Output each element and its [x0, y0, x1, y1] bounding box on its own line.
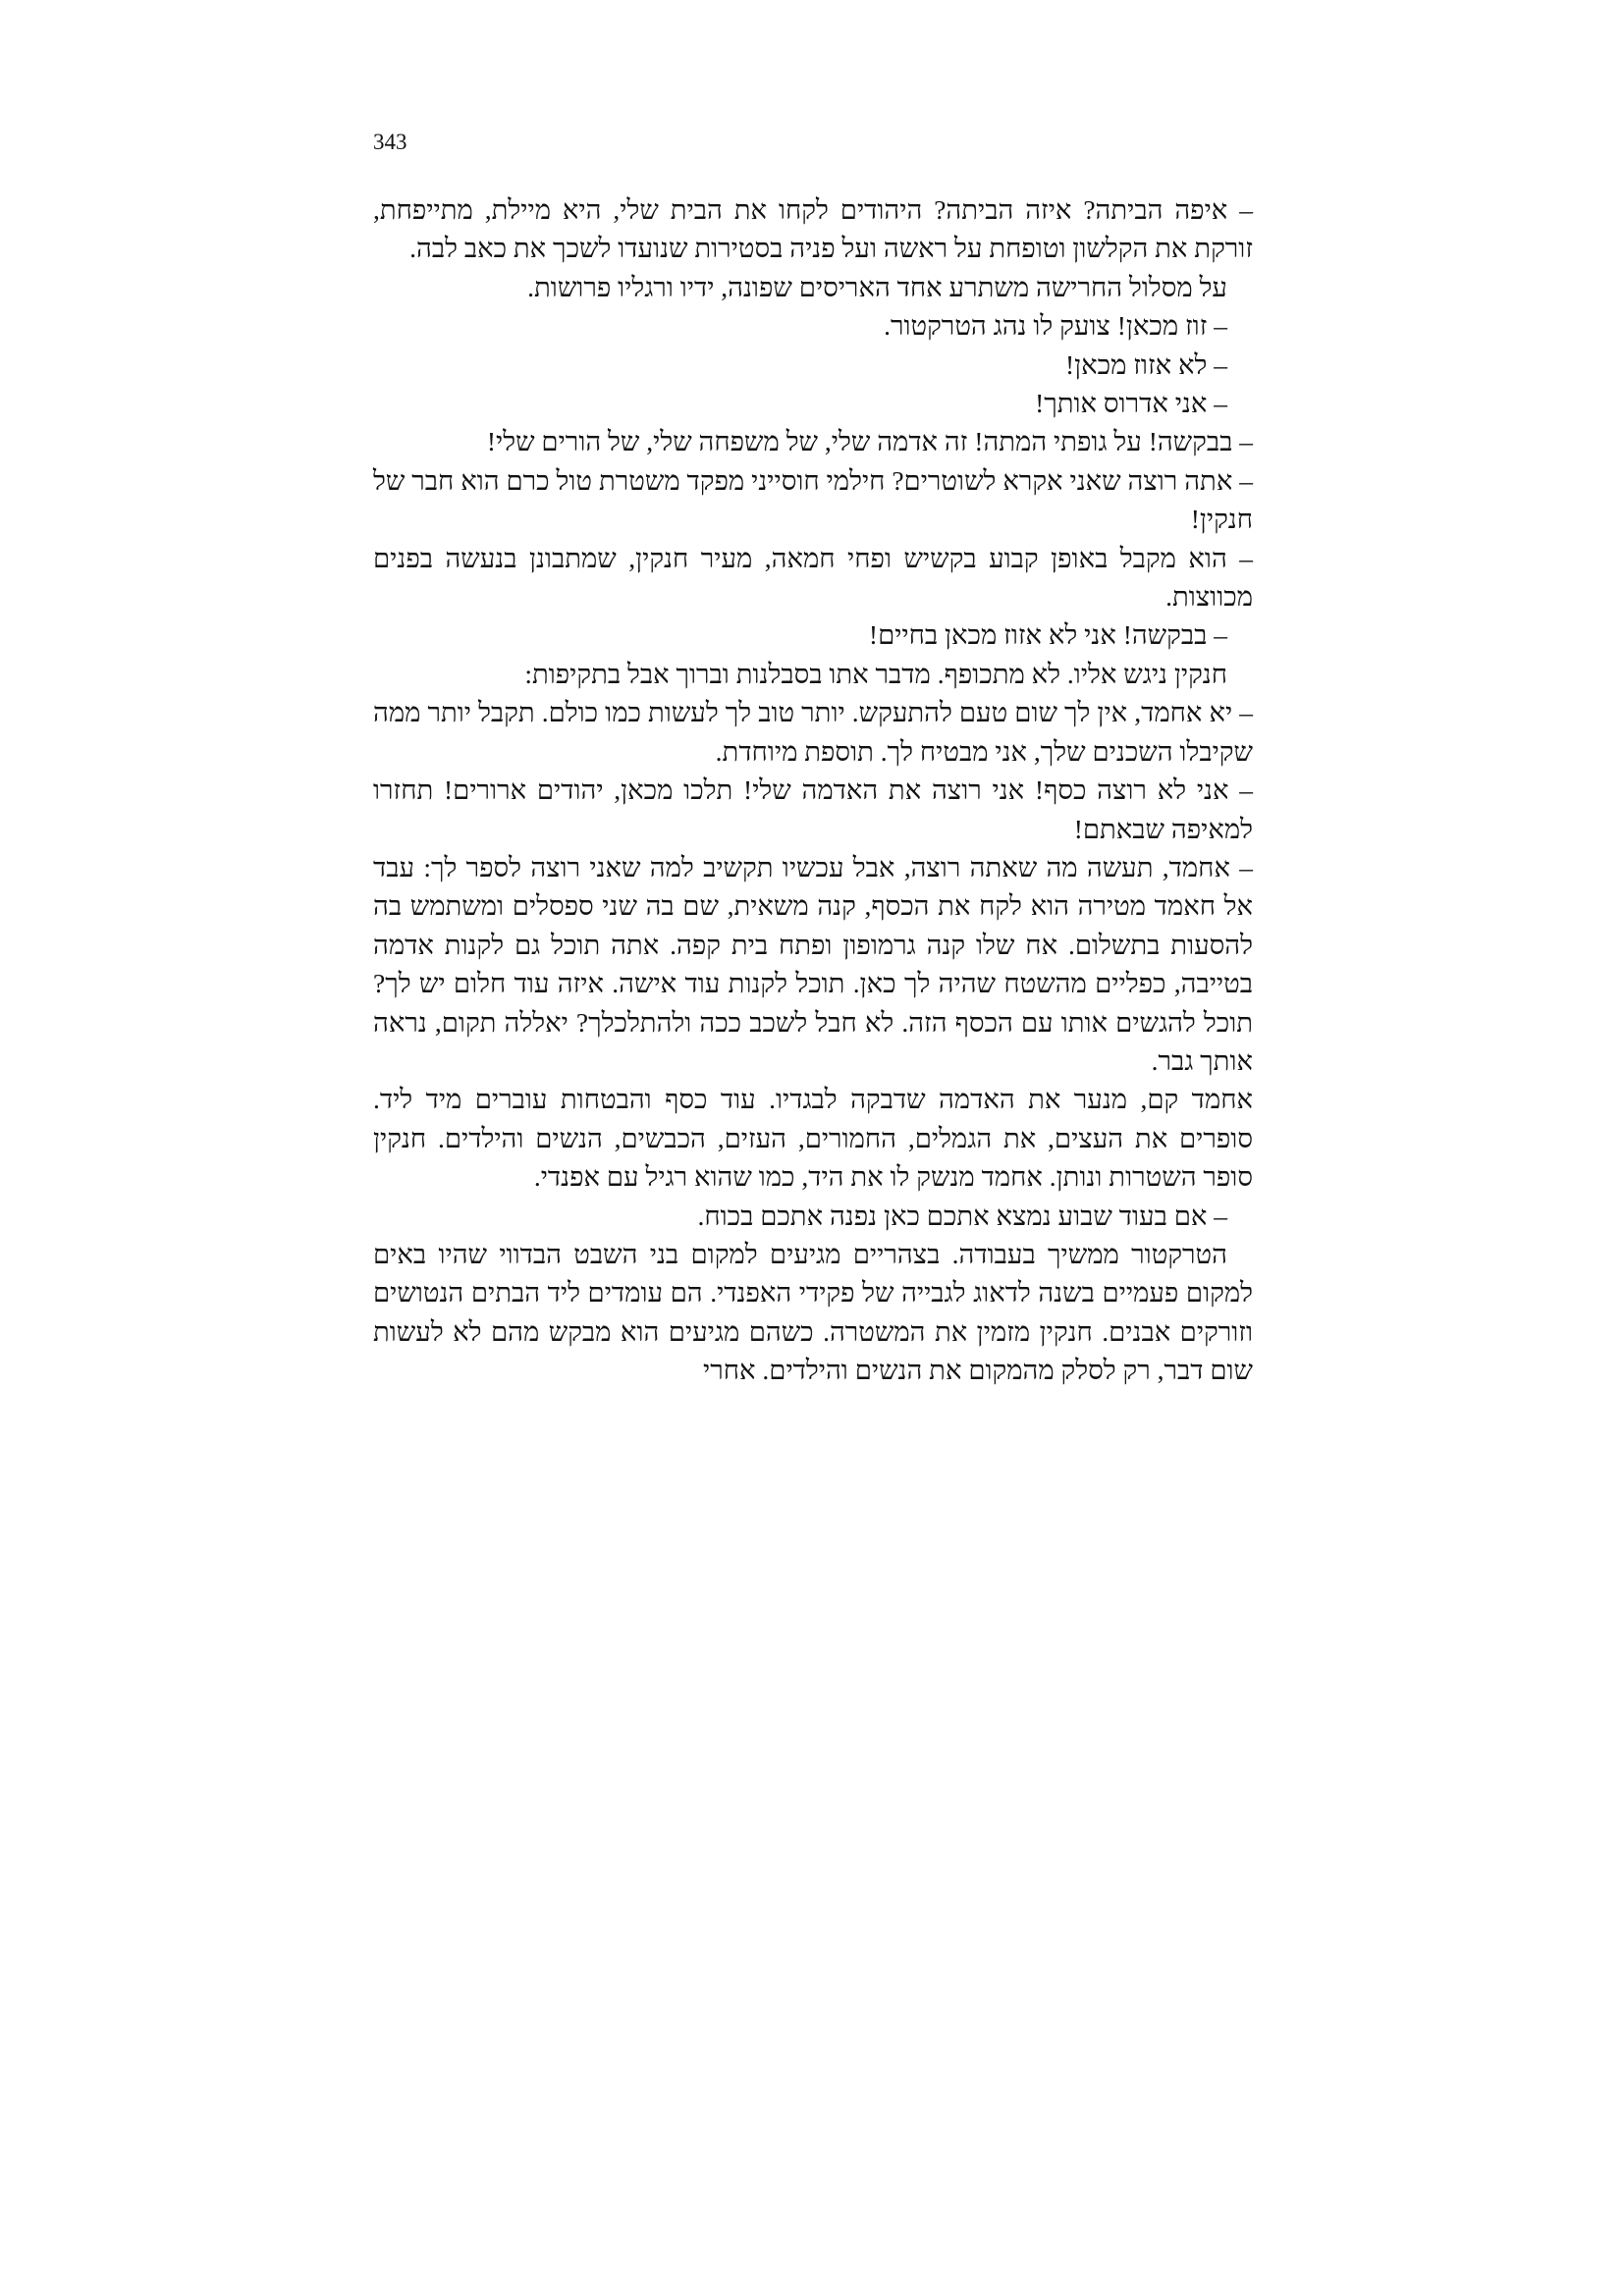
- paragraph: – לא אזוז מכאן!: [1064, 348, 1227, 380]
- paragraph: – בבקשה! אני לא אזוז מכאן בחיים!: [868, 619, 1227, 651]
- paragraph: חנקין ניגש אליו. לא מתכופף. מדבר אתו בסבלנות וברוך אבל בתקיפות:: [524, 658, 1227, 689]
- paragraph: – בבקשה! על גופתי המתה! זה אדמה שלי, של משפחה שלי, של הורים שלי!: [486, 426, 1253, 457]
- paragraph: הטרקטור ממשיך בעבודה. בצהריים מגיעים למקום בני השבט הבדווי שהיו באים למקום פעמיים בשנה לדאוג לגבייה של פקידי האפנדי. הם עומדים ליד הבתים הנטושים וזורקים אבנים. חנקין מזמין את המשטרה. כשהם מגיעים הוא מבקש מהם לא לעשות שום דבר, רק לסלק מהמקום את הנשים והילדים. אחרי: [373, 1238, 1253, 1386]
- body-text: [373, 190, 1253, 1390]
- paragraph: אחמד קם, מנער את האדמה שדבקה לבגדיו. עוד כסף והבטחות עוברים מיד ליד. סופרים את העצים, את הגמלים, החמורים, העזים, הכבשים, הנשים והילדים. חנקין סופר השטרות ונותן. אחמד מנשק לו את היד, כמו שהוא רגיל עם אפנדי.: [373, 1084, 1253, 1193]
- paragraph: – אני לא רוצה כסף! אני רוצה את האדמה שלי! תלכו מכאן, יהודים ארורים! תחזרו למאיפה שבאתם!: [373, 774, 1253, 844]
- paragraph: על מסלול החרישה משתרע אחד האריסים שפונה, ידיו ורגליו פרושות.: [527, 271, 1227, 302]
- paragraph: – אתה רוצה שאני אקרא לשוטרים? חילמי חוסייני מפקד משטרת טול כרם הוא חבר של חנקין!: [373, 464, 1253, 535]
- paragraph: – הוא מקבל באופן קבוע בקשיש ופחי חמאה, מעיר חנקין, שמתבונן בנעשה בפנים מכווצות.: [373, 542, 1253, 613]
- page-number: 343: [373, 130, 407, 154]
- paragraph: – איפה הביתה? איזה הביתה? היהודים לקחו את הבית שלי, היא מיילת, מתייפחת, זורקת את הקלשון וטופחת על ראשה ועל פניה בסטירות שנועדו לשכך את כאב לבה.: [373, 194, 1253, 264]
- paragraph: – זוז מכאן! צועק לו נהג הטרקטור.: [884, 310, 1227, 342]
- paragraph: – אני אדרוס אותך!: [1035, 388, 1227, 419]
- paragraph: – אחמד, תעשה מה שאתה רוצה, אבל עכשיו תקשיב למה שאני רוצה לספר לך: עבד אל חאמד מטירה הוא לקח את הכסף, קנה משאית, שם בה שני ספסלים ומשתמש בה להסעות בתשלום. אח שלו קנה גרמופון ופתח בית קפה. אתה תוכל גם לקנות אדמה בטייבה, כפליים מהשטח שהיה לך כאן. תוכל לקנות עוד אישה. איזה עוד חלום יש לך? תוכל להגשים אותו עם הכסף הזה. לא חבל לשכב ככה ולהתלכלך? יאללה תקום, נראה אותך גבר.: [373, 851, 1253, 1076]
- paragraph: – יא אחמד, אין לך שום טעם להתעקש. יותר טוב לך לעשות כמו כולם. תקבל יותר ממה שקיבלו השכנים שלך, אני מבטיח לך. תוספת מיוחדת.: [373, 697, 1253, 767]
- paragraph: – אם בעוד שבוע נמצא אתכם כאן נפנה אתכם בכוח.: [697, 1200, 1227, 1231]
